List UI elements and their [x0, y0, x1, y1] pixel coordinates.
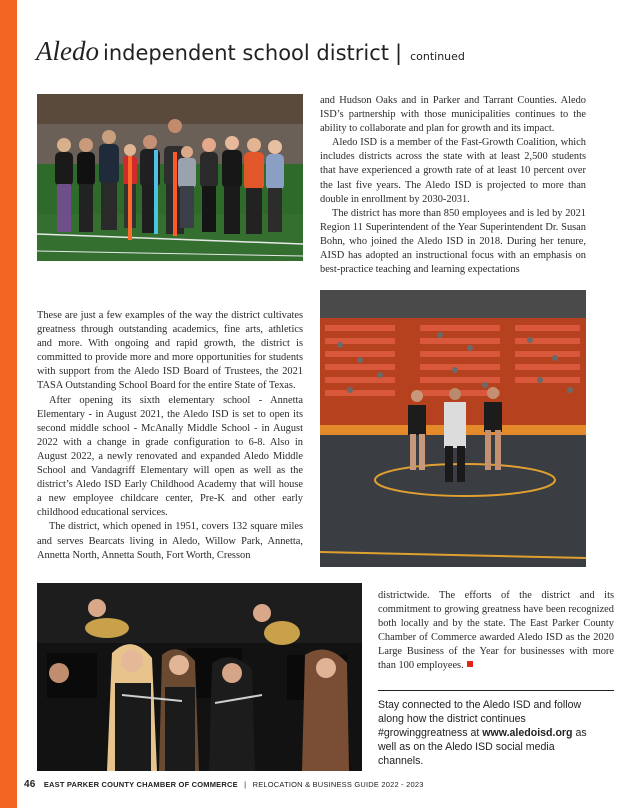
paragraph: districtwide. The efforts of the district and its commitment to growing greatness have been recognized both locally and by the state. The East Parker County Chamber of Commerce awarded Aledo ISD as the 2020 Large Business of the Year for businesses with more than 100 employees. [378, 590, 614, 672]
header-title: independent school district [102, 41, 389, 65]
paragraph: The district has more than 850 employees and is led by 2021 Region 11 Superintendent of the Year Superintendent Dr. Susan Bohn, who joined the Aledo ISD in 2018. During her tenure, AISD has adopted an instructional focus with an emphasis on best-practice teaching and learning expectations [320, 207, 586, 276]
page-number: 46 [24, 779, 36, 790]
paragraph: These are just a few examples of the way the district cultivates greatness through outstanding academics, fine arts, athletics and more. With ongoing and rapid growth, the district is committed to provide more and more opportunities for students with support from the Aledo ISD Board of Trustees, the 2021 TASA Outstanding School Board for the entire State of Texas. [37, 310, 303, 392]
divider [378, 690, 614, 691]
photo-band-performance [37, 583, 362, 771]
footer-org: EAST PARKER COUNTY CHAMBER OF COMMERCE [43, 780, 238, 789]
paragraph: Aledo ISD is a member of the Fast-Growth Coalition, which includes districts across the state with at least 2,500 students that have experienced a growth rate of at least 10 percent over the last five years. The Aledo ISD is projected to more than double in enrollment by 2030-2031. [320, 137, 586, 205]
header-continued: continued [410, 50, 465, 63]
page-footer [24, 779, 424, 790]
photo-students-on-track [37, 94, 303, 261]
text-column-left-middle [37, 309, 303, 563]
footer-separator: | [244, 780, 247, 789]
header-brand: Aledo [36, 36, 99, 66]
paragraph: and Hudson Oaks and in Parker and Tarrant Counties. Aledo ISD’s partnership with those municipalities continues to the ability to collaborate and plan for growth and its impact. [320, 95, 586, 135]
photo-wrestling-match [320, 290, 586, 567]
stay-connected-box [378, 698, 598, 768]
text-column-right-top [320, 94, 586, 277]
text-column-right-bottom [378, 589, 614, 674]
footer-guide: RELOCATION & BUSINESS GUIDE 2022 - 2023 [252, 780, 424, 789]
accent-sidebar [0, 0, 17, 808]
end-mark-icon [467, 661, 473, 667]
stay-text-start: Stay connected to the Aledo ISD and follow along how the district continues #growinggreatness at [378, 699, 582, 739]
website-link[interactable]: www.aledoisd.org [482, 727, 573, 739]
paragraph: After opening its sixth elementary school - Annetta Elementary - in August 2021, the Aledo ISD is set to open its second middle school - McAnally Middle School - in August 2022 with a change in grade configuration to 6-8. Also in August 2022, a newly renovated and expanded Aledo Middle School and Vandagriff Elementary will open as well as the district’s Aledo ISD Early Childhood Academy that will house a new employee childcare center, Pre-K and other early childhood educational services. [37, 394, 303, 519]
header-separator: | [395, 41, 403, 65]
paragraph: The district, which opened in 1951, covers 132 square miles and serves Bearcats living in Aledo, Willow Park, Annetta, Annetta North, Annetta South, Fort Worth, Cresson [37, 521, 303, 561]
stay-text-end: as well as on the Aledo ISD social media channels. [378, 727, 587, 767]
page-header [36, 36, 465, 67]
